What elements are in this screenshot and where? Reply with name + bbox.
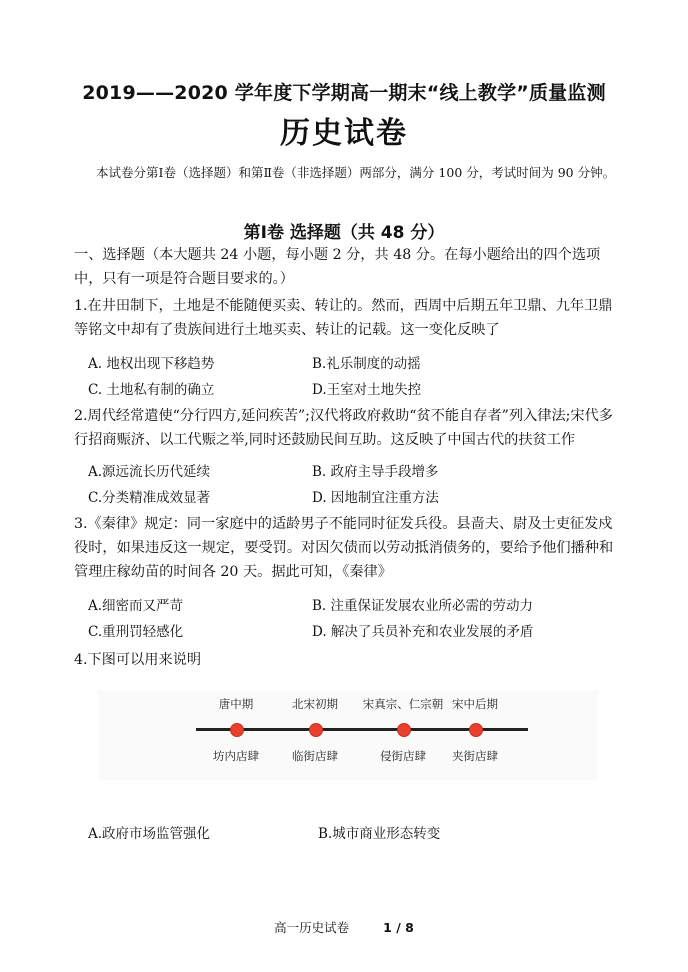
timeline-dot-1 (230, 723, 244, 737)
question-1-option-c: C. 土地私有制的确立 (88, 382, 215, 398)
question-4-option-b: B.城市商业形态转变 (318, 826, 441, 842)
question-2-option-c: C.分类精准成效显著 (88, 490, 211, 506)
timeline-period-2: 北宋初期 (292, 697, 338, 711)
timeline-form-4: 夹街店肆 (452, 749, 498, 763)
question-3-option-a: A.细密而又严苛 (88, 598, 184, 614)
timeline-dot-2 (309, 723, 323, 737)
question-1-option-d: D.王室对土地失控 (312, 382, 422, 398)
timeline-form-2: 临街店肆 (292, 749, 338, 763)
timeline-period-1: 唐中期 (218, 697, 254, 711)
subject-title: 历史试卷 (280, 116, 408, 151)
timeline-period-3: 宋真宗、仁宗朝 (362, 697, 444, 711)
question-2-option-a: A.源远流长历代延续 (88, 464, 211, 480)
exam-instructions: 本试卷分第Ⅰ卷（选择题）和第Ⅱ卷（非选择题）两部分，满分 100 分，考试时间为 90 分钟。 (96, 165, 616, 180)
question-3-option-b: B. 注重保证发展农业所必需的劳动力 (312, 598, 534, 614)
question-1-option-b: B.礼乐制度的动摇 (312, 356, 421, 372)
exam-title: 2019——2020 学年度下学期高一期末“线上教学”质量监测 (82, 82, 606, 104)
question-3-option-c: C.重刑罚轻感化 (88, 624, 184, 640)
question-1-stem: 1.在井田制下，土地是不能随便买卖、转让的。然而，西周中后期五年卫鼎、九年卫鼎等铭文中却有了贵族间进行土地买卖、转让的记载。这一变化反映了 (74, 298, 613, 338)
section-title: 第Ⅰ卷 选择题（共 48 分） (243, 223, 445, 243)
question-3-option-d: D. 解决了兵员补充和农业发展的矛盾 (312, 624, 534, 640)
question-2-option-b: B. 政府主导手段增多 (312, 464, 439, 480)
question-4-stem: 4.下图可以用来说明 (74, 652, 202, 668)
question-1-option-a: A. 地权出现下移趋势 (88, 356, 215, 372)
timeline-figure (98, 690, 598, 780)
question-4-option-a: A.政府市场监管强化 (88, 826, 211, 842)
timeline-form-3: 侵街店肆 (380, 749, 426, 763)
question-2-option-d: D. 因地制宜注重方法 (312, 490, 439, 506)
question-3-stem: 3.《秦律》规定：同一家庭中的适龄男子不能同时征发兵役。县啬夫、尉及士吏征发戍役时，如果违反这一规定，要受罚。对因欠债而以劳动抵消债务的，要给予他们播种和管理庄稼幼苗的时间各 20 天。据此可知，《秦律》 (74, 516, 614, 580)
question-2-stem: 2.周代经常遣使“分行四方,延问疾苦”;汉代将政府救助“贫不能自存者”列入律法;宋代多行招商赈济、以工代赈之举,同时还鼓励民间互助。这反映了中国古代的扶贫工作 (74, 408, 613, 448)
timeline-dot-3 (397, 723, 411, 737)
footer-page-number: 1 / 8 (383, 920, 414, 935)
timeline-period-4: 宋中后期 (452, 697, 498, 711)
footer-subject: 高一历史试卷 (274, 920, 350, 935)
section-intro: 一、选择题（本大题共 24 小题，每小题 2 分，共 48 分。在每小题给出的四个选项中，只有一项是符合题目要求的。） (74, 247, 601, 287)
page-footer (0, 918, 688, 936)
timeline-form-1: 坊内店肆 (213, 749, 259, 763)
timeline-dot-4 (469, 723, 483, 737)
